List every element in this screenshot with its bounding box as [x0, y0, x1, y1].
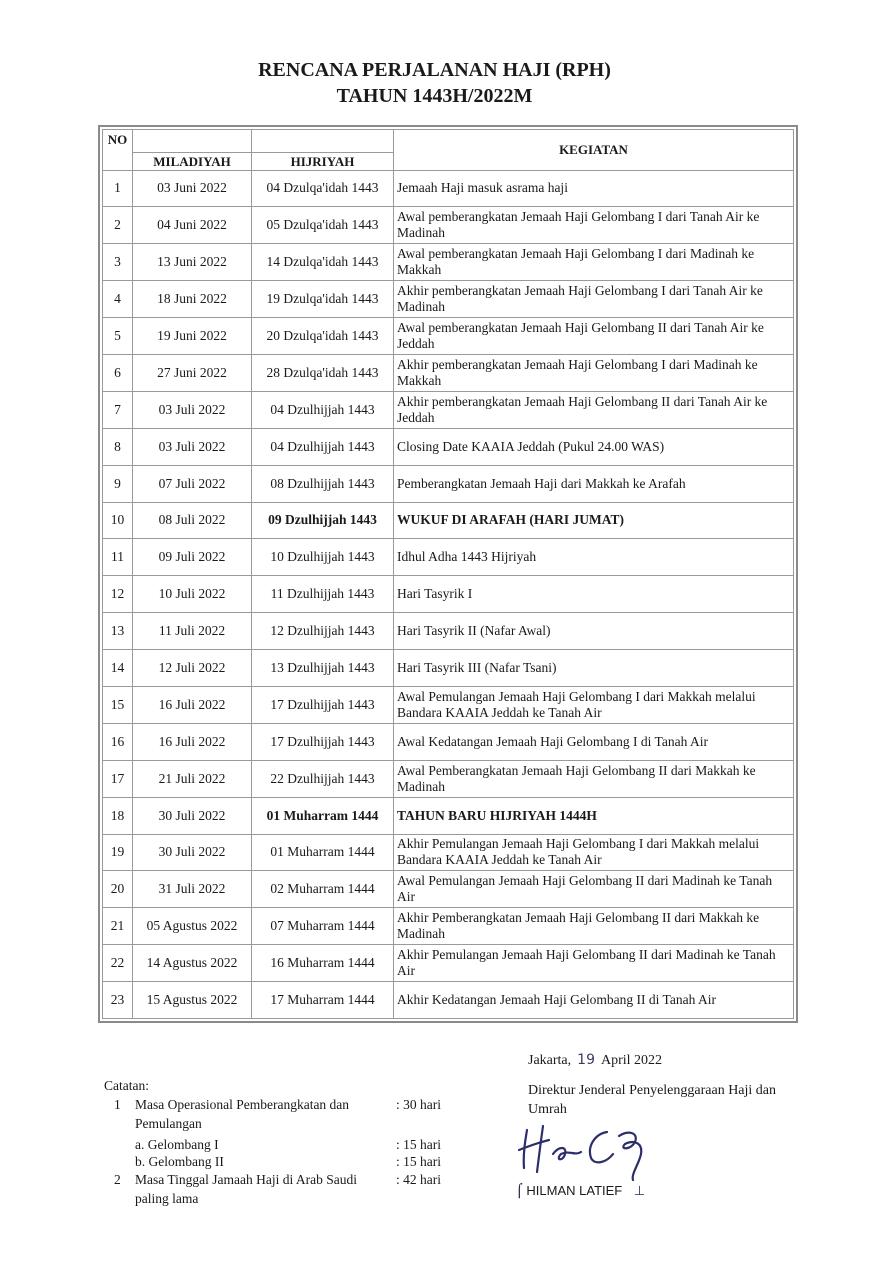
header-no-spacer — [103, 152, 133, 170]
cell-no: 20 — [103, 871, 133, 908]
cell-kegiatan: Awal Pemberangkatan Jemaah Haji Gelombang II dari Makkah ke Madinah — [394, 760, 794, 797]
table-row — [103, 244, 794, 281]
cell-no: 7 — [103, 391, 133, 428]
note-sub-a-label: a. Gelombang I — [135, 1137, 219, 1152]
cell-no: 11 — [103, 539, 133, 576]
table-row — [103, 797, 794, 834]
note-sub-a-value: : 15 hari — [396, 1137, 441, 1152]
header-hijriyah: HIJRIYAH — [252, 152, 394, 170]
note-sub-b-label: b. Gelombang II — [135, 1154, 224, 1169]
cell-no: 1 — [103, 170, 133, 207]
cell-miladiyah: 31 Juli 2022 — [133, 871, 252, 908]
cell-hijriyah: 08 Dzulhijjah 1443 — [252, 465, 394, 502]
handwritten-signature — [515, 1120, 665, 1187]
cell-no: 10 — [103, 502, 133, 539]
signing-month-year: April 2022 — [600, 1053, 663, 1068]
table-row — [103, 318, 794, 355]
cell-hijriyah: 02 Muharram 1444 — [252, 871, 394, 908]
cell-kegiatan: Akhir Pemulangan Jemaah Haji Gelombang I dari Makkah melalui Bandara KAAIA Jeddah ke Tanah Air — [394, 834, 794, 871]
table-row — [103, 945, 794, 982]
cell-miladiyah: 10 Juli 2022 — [133, 576, 252, 613]
signing-day: 19 — [577, 1052, 595, 1068]
cell-hijriyah: 19 Dzulqa'idah 1443 — [252, 281, 394, 318]
cell-miladiyah: 30 Juli 2022 — [133, 834, 252, 871]
cell-miladiyah: 05 Agustus 2022 — [133, 908, 252, 945]
table-row — [103, 391, 794, 428]
table-row — [103, 982, 794, 1019]
cell-miladiyah: 30 Juli 2022 — [133, 797, 252, 834]
cell-miladiyah: 03 Juni 2022 — [133, 170, 252, 207]
cell-no: 13 — [103, 613, 133, 650]
table-row — [103, 354, 794, 391]
cell-kegiatan: Hari Tasyrik II (Nafar Awal) — [394, 613, 794, 650]
table-row — [103, 760, 794, 797]
note-1-label: Masa Operasional Pemberangkatan dan — [135, 1097, 350, 1112]
signer-position: Direktur Jenderal Penyelenggaraan Haji dan Umrah — [528, 1083, 777, 1117]
cell-kegiatan: Awal pemberangkatan Jemaah Haji Gelombang I dari Tanah Air ke Madinah — [394, 207, 794, 244]
note-2-value: : 42 hari — [396, 1172, 441, 1187]
cell-miladiyah: 12 Juli 2022 — [133, 650, 252, 687]
cell-hijriyah: 05 Dzulqa'idah 1443 — [252, 207, 394, 244]
document-title — [0, 57, 869, 109]
signer-name: HILMAN LATIEF — [526, 1183, 623, 1198]
table-row — [103, 281, 794, 318]
cell-hijriyah: 07 Muharram 1444 — [252, 908, 394, 945]
table-row — [103, 650, 794, 687]
cell-miladiyah: 16 Juli 2022 — [133, 686, 252, 723]
table-row — [103, 502, 794, 539]
notes-heading: Catatan: — [104, 1078, 149, 1093]
note-1-value: : 30 hari — [396, 1097, 441, 1112]
cell-no: 2 — [103, 207, 133, 244]
cell-no: 12 — [103, 576, 133, 613]
cell-miladiyah: 07 Juli 2022 — [133, 465, 252, 502]
cell-hijriyah: 04 Dzulqa'idah 1443 — [252, 170, 394, 207]
cell-miladiyah: 19 Juni 2022 — [133, 318, 252, 355]
table-row — [103, 207, 794, 244]
cell-no: 15 — [103, 686, 133, 723]
cell-kegiatan: Akhir pemberangkatan Jemaah Haji Gelombang I dari Tanah Air ke Madinah — [394, 281, 794, 318]
cell-miladiyah: 18 Juni 2022 — [133, 281, 252, 318]
cell-miladiyah: 11 Juli 2022 — [133, 613, 252, 650]
header-no: NO — [103, 130, 133, 153]
cell-kegiatan: Awal pemberangkatan Jemaah Haji Gelombang I dari Madinah ke Makkah — [394, 244, 794, 281]
cell-no: 5 — [103, 318, 133, 355]
cell-kegiatan: Akhir pemberangkatan Jemaah Haji Gelombang I dari Madinah ke Makkah — [394, 354, 794, 391]
table-row — [103, 613, 794, 650]
table-row — [103, 723, 794, 760]
note-2-label-continued: paling lama — [135, 1191, 199, 1206]
cell-hijriyah: 10 Dzulhijjah 1443 — [252, 539, 394, 576]
cell-hijriyah: 09 Dzulhijjah 1443 — [252, 502, 394, 539]
cell-kegiatan: Awal Pemulangan Jemaah Haji Gelombang II dari Madinah ke Tanah Air — [394, 871, 794, 908]
cell-kegiatan: Jemaah Haji masuk asrama haji — [394, 170, 794, 207]
cell-miladiyah: 21 Juli 2022 — [133, 760, 252, 797]
cell-no: 4 — [103, 281, 133, 318]
header-kegiatan: KEGIATAN — [394, 130, 794, 171]
table-row — [103, 834, 794, 871]
header-date-spacer — [252, 130, 394, 153]
cell-miladiyah: 04 Juni 2022 — [133, 207, 252, 244]
cell-kegiatan: Awal Kedatangan Jemaah Haji Gelombang I di Tanah Air — [394, 723, 794, 760]
cell-hijriyah: 20 Dzulqa'idah 1443 — [252, 318, 394, 355]
cell-hijriyah: 17 Muharram 1444 — [252, 982, 394, 1019]
cell-no: 19 — [103, 834, 133, 871]
cell-miladiyah: 09 Juli 2022 — [133, 539, 252, 576]
table-row — [103, 539, 794, 576]
cell-kegiatan: Pemberangkatan Jemaah Haji dari Makkah ke Arafah — [394, 465, 794, 502]
cell-miladiyah: 14 Agustus 2022 — [133, 945, 252, 982]
table-row — [103, 686, 794, 723]
note-sub-b-value: : 15 hari — [396, 1154, 441, 1169]
title-line-1: RENCANA PERJALANAN HAJI (RPH) — [258, 59, 611, 81]
cell-kegiatan: Idhul Adha 1443 Hijriyah — [394, 539, 794, 576]
cell-no: 23 — [103, 982, 133, 1019]
cell-hijriyah: 01 Muharram 1444 — [252, 834, 394, 871]
cell-hijriyah: 13 Dzulhijjah 1443 — [252, 650, 394, 687]
cell-hijriyah: 28 Dzulqa'idah 1443 — [252, 354, 394, 391]
header-date-spacer — [133, 130, 252, 153]
table-row — [103, 170, 794, 207]
cell-kegiatan: Awal pemberangkatan Jemaah Haji Gelombang II dari Tanah Air ke Jeddah — [394, 318, 794, 355]
cell-hijriyah: 22 Dzulhijjah 1443 — [252, 760, 394, 797]
table-row — [103, 465, 794, 502]
cell-miladiyah: 16 Juli 2022 — [133, 723, 252, 760]
cell-hijriyah: 14 Dzulqa'idah 1443 — [252, 244, 394, 281]
note-1-label-continued: Pemulangan — [135, 1116, 202, 1131]
cell-hijriyah: 01 Muharram 1444 — [252, 797, 394, 834]
cell-kegiatan: Hari Tasyrik III (Nafar Tsani) — [394, 650, 794, 687]
cell-miladiyah: 08 Juli 2022 — [133, 502, 252, 539]
cell-miladiyah: 27 Juni 2022 — [133, 354, 252, 391]
cell-hijriyah: 12 Dzulhijjah 1443 — [252, 613, 394, 650]
cell-kegiatan: Akhir Kedatangan Jemaah Haji Gelombang II di Tanah Air — [394, 982, 794, 1019]
cell-kegiatan: TAHUN BARU HIJRIYAH 1444H — [394, 797, 794, 834]
paraf-mark: ⌠ — [516, 1184, 523, 1199]
signer-name-line — [516, 1183, 645, 1199]
cell-kegiatan: Awal Pemulangan Jemaah Haji Gelombang I dari Makkah melalui Bandara KAAIA Jeddah ke Tanah Air — [394, 686, 794, 723]
cell-miladiyah: 13 Juni 2022 — [133, 244, 252, 281]
cell-hijriyah: 17 Dzulhijjah 1443 — [252, 686, 394, 723]
table-row — [103, 576, 794, 613]
cell-hijriyah: 04 Dzulhijjah 1443 — [252, 391, 394, 428]
cell-no: 17 — [103, 760, 133, 797]
cell-kegiatan: Akhir Pemulangan Jemaah Haji Gelombang II dari Madinah ke Tanah Air — [394, 945, 794, 982]
signing-place: Jakarta, — [528, 1053, 572, 1068]
schedule-table — [98, 125, 798, 1023]
table-row — [103, 871, 794, 908]
cell-hijriyah: 04 Dzulhijjah 1443 — [252, 428, 394, 465]
note-1-number: 1 — [114, 1097, 121, 1112]
cell-kegiatan: Closing Date KAAIA Jeddah (Pukul 24.00 WAS) — [394, 428, 794, 465]
table-body — [103, 170, 794, 1018]
title-line-2: TAHUN 1443H/2022M — [336, 85, 533, 107]
cell-hijriyah: 16 Muharram 1444 — [252, 945, 394, 982]
cell-no: 8 — [103, 428, 133, 465]
cell-no: 6 — [103, 354, 133, 391]
cell-hijriyah: 17 Dzulhijjah 1443 — [252, 723, 394, 760]
note-2-number: 2 — [114, 1172, 121, 1187]
cell-no: 21 — [103, 908, 133, 945]
table-row — [103, 428, 794, 465]
cell-miladiyah: 03 Juli 2022 — [133, 391, 252, 428]
cell-no: 3 — [103, 244, 133, 281]
cell-miladiyah: 15 Agustus 2022 — [133, 982, 252, 1019]
paraf-mark: ⊥ — [633, 1184, 646, 1199]
table-row — [103, 908, 794, 945]
cell-kegiatan: Hari Tasyrik I — [394, 576, 794, 613]
cell-kegiatan: Akhir pemberangkatan Jemaah Haji Gelombang II dari Tanah Air ke Jeddah — [394, 391, 794, 428]
note-2-label: Masa Tinggal Jamaah Haji di Arab Saudi — [135, 1172, 357, 1187]
cell-hijriyah: 11 Dzulhijjah 1443 — [252, 576, 394, 613]
signing-place-date — [528, 1052, 662, 1069]
cell-kegiatan: WUKUF DI ARAFAH (HARI JUMAT) — [394, 502, 794, 539]
cell-miladiyah: 03 Juli 2022 — [133, 428, 252, 465]
cell-kegiatan: Akhir Pemberangkatan Jemaah Haji Gelombang II dari Makkah ke Madinah — [394, 908, 794, 945]
cell-no: 22 — [103, 945, 133, 982]
header-miladiyah: MILADIYAH — [133, 152, 252, 170]
cell-no: 9 — [103, 465, 133, 502]
cell-no: 18 — [103, 797, 133, 834]
cell-no: 16 — [103, 723, 133, 760]
cell-no: 14 — [103, 650, 133, 687]
